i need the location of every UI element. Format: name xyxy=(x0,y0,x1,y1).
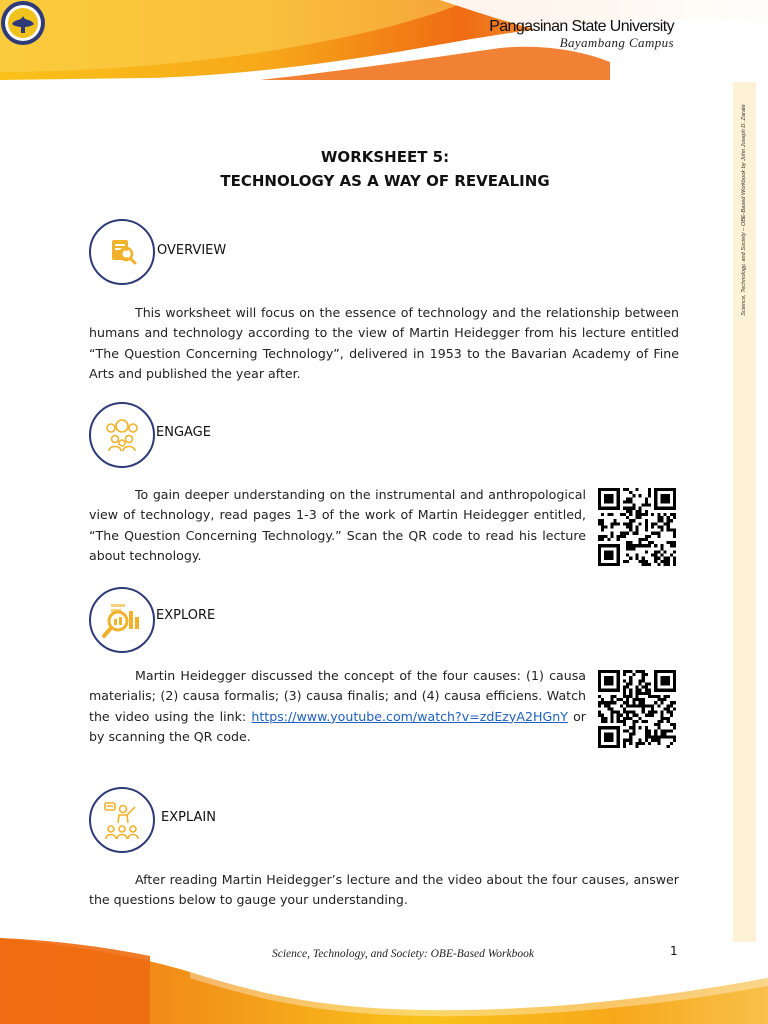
explore-text-end: or by scanning the QR code. xyxy=(89,708,586,745)
worksheet-number: WORKSHEET 5: xyxy=(320,148,450,166)
qr-code-lecture[interactable] xyxy=(598,488,676,566)
section-label-overview: OVERVIEW xyxy=(157,243,227,258)
presenter-audience-icon xyxy=(89,787,155,853)
footer-workbook-title: Science, Technology, and Society: OBE-Based Workbook xyxy=(272,948,534,960)
overview-paragraph xyxy=(89,303,679,385)
engage-paragraph xyxy=(89,485,586,567)
university-seal-icon xyxy=(0,0,46,46)
explain-paragraph xyxy=(89,870,679,911)
explore-paragraph xyxy=(89,666,586,748)
page-number: 1 xyxy=(670,944,678,958)
explain-text: After reading Martin Heidegger’s lecture and the video about the four causes, answer the questions below to gauge your understanding. xyxy=(89,872,679,908)
magnifier-chart-icon xyxy=(89,587,155,653)
worksheet-title: TECHNOLOGY AS A WAY OF REVEALING xyxy=(220,172,550,190)
group-ideas-icon xyxy=(89,402,155,468)
section-label-engage: ENGAGE xyxy=(156,425,211,440)
overview-text: This worksheet will focus on the essence of technology and the relationship between humans and technology according to the view of Martin Heidegger from his lecture entitled “The Question Concerning Technology”, delivered in 1953 to the Bavarian Academy of Fine Arts and published the year after. xyxy=(89,305,679,382)
engage-text: To gain deeper understanding on the instrumental and anthropological view of technology, read pages 1-3 of the work of Martin Heidegger entitled, “The Question Concerning Technology.” Scan the QR code to read his lecture about technology. xyxy=(89,487,586,564)
qr-code-icon xyxy=(598,488,676,566)
side-note: Science, Technology, and Society – OBE-Based Workbook by John Joseph D. Zarate xyxy=(741,104,747,316)
university-name-block xyxy=(489,18,674,51)
qr-code-video[interactable] xyxy=(598,670,676,748)
youtube-video-link[interactable]: https://www.youtube.com/watch?v=zdEzyA2HGnY xyxy=(251,708,568,724)
document-search-icon xyxy=(89,219,155,285)
section-label-explore: EXPLORE xyxy=(156,608,216,623)
section-label-explain: EXPLAIN xyxy=(161,810,216,825)
campus-name: Bayambang Campus xyxy=(559,35,674,50)
page-header xyxy=(0,0,768,80)
qr-code-icon xyxy=(598,670,676,748)
explore-text: Martin Heidegger discussed the concept of the four causes: (1) causa materialis; (2) causa formalis; (3) causa finalis; and (4) causa efficiens. Watch the video using the link: xyxy=(89,668,586,724)
university-name: Pangasinan State University xyxy=(489,18,674,35)
